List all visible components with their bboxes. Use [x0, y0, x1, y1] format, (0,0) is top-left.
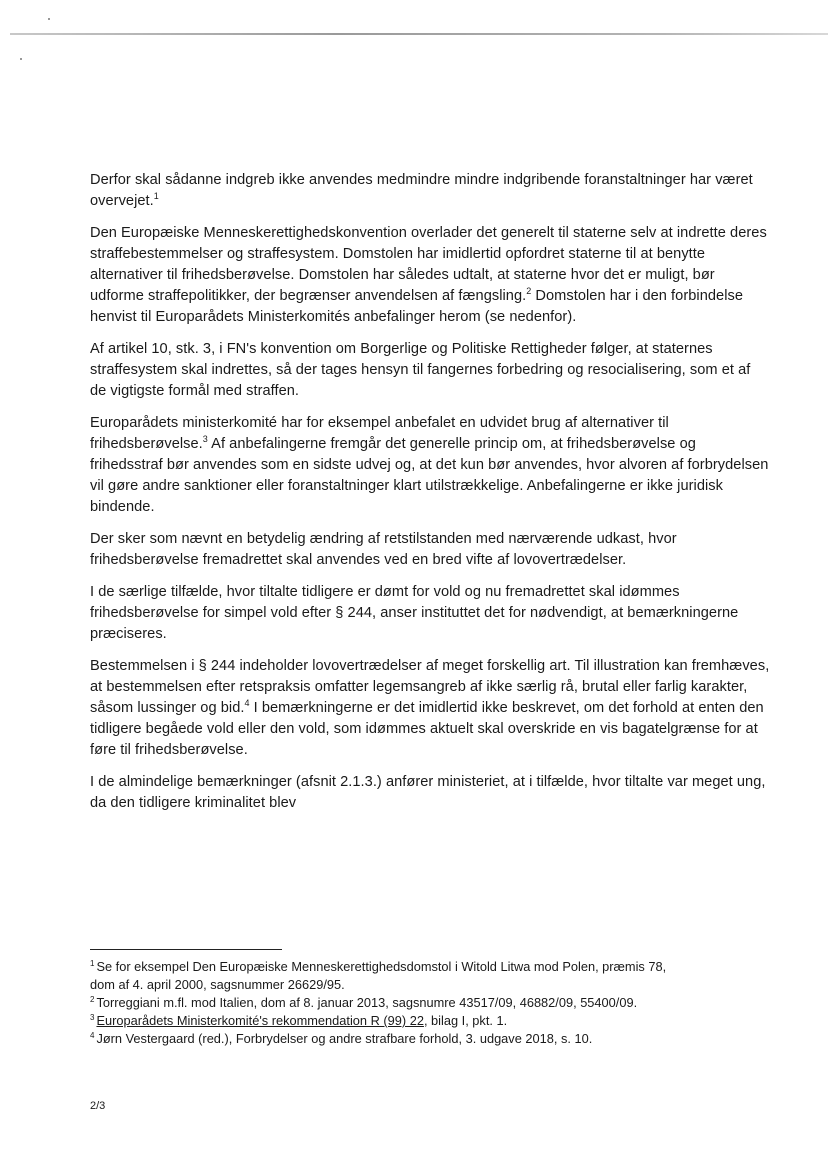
scan-edge-line — [10, 33, 828, 35]
footnote-ref-4: 4 — [244, 698, 250, 709]
footnote-separator — [90, 949, 282, 950]
footnote-1: $^1$ Se for eksempel Den Europæiske Menneskerettighedsdomstol i Witold Litwa mod Polen, præmis 78, dom af 4. april 2000, sagsnummer 26629/95. — [90, 958, 667, 992]
paragraph-8: I de almindelige bemærkninger (afsnit 2.1.3.) anfører ministeriet, at i tilfælde, hvor tiltalte var meget ung, da den tidligere kriminalitet blev — [90, 774, 766, 811]
footnote-ref-1: 1 — [153, 191, 159, 202]
footnote-2: $^2$ Torreggiani m.fl. mod Italien, dom af 8. januar 2013, sagsnumre 43517/09, 46882/09, 55400/09. — [90, 994, 638, 1010]
footnote-3: $^3$ Europarådets Ministerkomité's rekommendation R (99) 22, bilag I, pkt. 1. — [90, 1012, 508, 1028]
scan-speck — [48, 18, 50, 20]
paragraph-4: Europarådets ministerkomité har for eksempel anbefalet en udvidet brug af alternativer til frihedsberøvelse.$^3$ Af anbefalingerne fremgår det generelle princip om, at frihedsberøvelse og frihedsstraf bør anvendes som en sidste udvej og, at det kun bør anvendes, hvor alvoren af forbrydelsen vil gøre andre sanktioner eller foranstaltninger klart utilstrækkelige. Anbefalingerne er ikke juridisk bindende. — [90, 415, 769, 515]
footnote-3-link[interactable]: Europarådets Ministerkomité's rekommendation R (99) 22 — [96, 1013, 424, 1028]
paragraph-1: Derfor skal sådanne indgreb ikke anvendes medmindre mindre indgribende foranstaltninger har været overvejet.$^1$ — [90, 172, 753, 209]
paragraph-2: Den Europæiske Menneskerettighedskonvention overlader det generelt til staterne selv at indrette deres straffebestemmelser og straffesystem. Domstolen har imidlertid opfordret staterne til at benytte alternativer til frihedsberøvelse. Domstolen har således udtalt, at staterne hvor det er muligt, bør udforme straffepolitikker, der begrænser anvendelsen af fængsling.$^2$ Domstolen har i den forbindelse henvist til Europarådets Ministerkomités anbefalinger herom (se nedenfor). — [90, 225, 767, 325]
footnote-ref-2: 2 — [526, 286, 532, 297]
page-number: 2/3 — [90, 1100, 106, 1112]
paragraph-5: Der sker som nævnt en betydelig ændring af retstilstanden med nærværende udkast, hvor frihedsberøvelse fremadrettet skal anvendes ved en bred vifte af lovovertrædelser. — [90, 531, 677, 568]
scan-speck — [20, 58, 22, 60]
footnote-ref-3: 3 — [202, 434, 208, 445]
body-text — [90, 170, 770, 825]
paragraph-7: Bestemmelsen i § 244 indeholder lovovertrædelser af meget forskellig art. Til illustration kan fremhæves, at bestemmelsen efter retspraksis omfatter legemsangreb af ikke særlig rå, brutal eller farlig karakter, såsom lussinger og bid.$^4$ I bemærkningerne er det imidlertid ikke beskrevet, om det forhold at enten den tidligere begåede vold eller den vold, som idømmes aktuelt skal overskride en vis bagatelgrænse for at føre til frihedsberøvelse. — [90, 658, 770, 758]
footnotes — [90, 958, 690, 1048]
footnote-4: $^4$ Jørn Vestergaard (red.), Forbrydelser og andre strafbare forhold, 3. udgave 2018, s. 10. — [90, 1030, 593, 1046]
paragraph-6: I de særlige tilfælde, hvor tiltalte tidligere er dømt for vold og nu fremadrettet skal idømmes frihedsberøvelse for simpel vold efter § 244, anser instituttet det for nødvendigt, at bemærkningerne præciseres. — [90, 584, 739, 642]
paragraph-3: Af artikel 10, stk. 3, i FN's konvention om Borgerlige og Politiske Rettigheder følger, at staternes straffesystem skal indrettes, så der tages hensyn til fangernes forbedring og resocialisering, som et af de vigtigste formål med straffen. — [90, 341, 751, 399]
